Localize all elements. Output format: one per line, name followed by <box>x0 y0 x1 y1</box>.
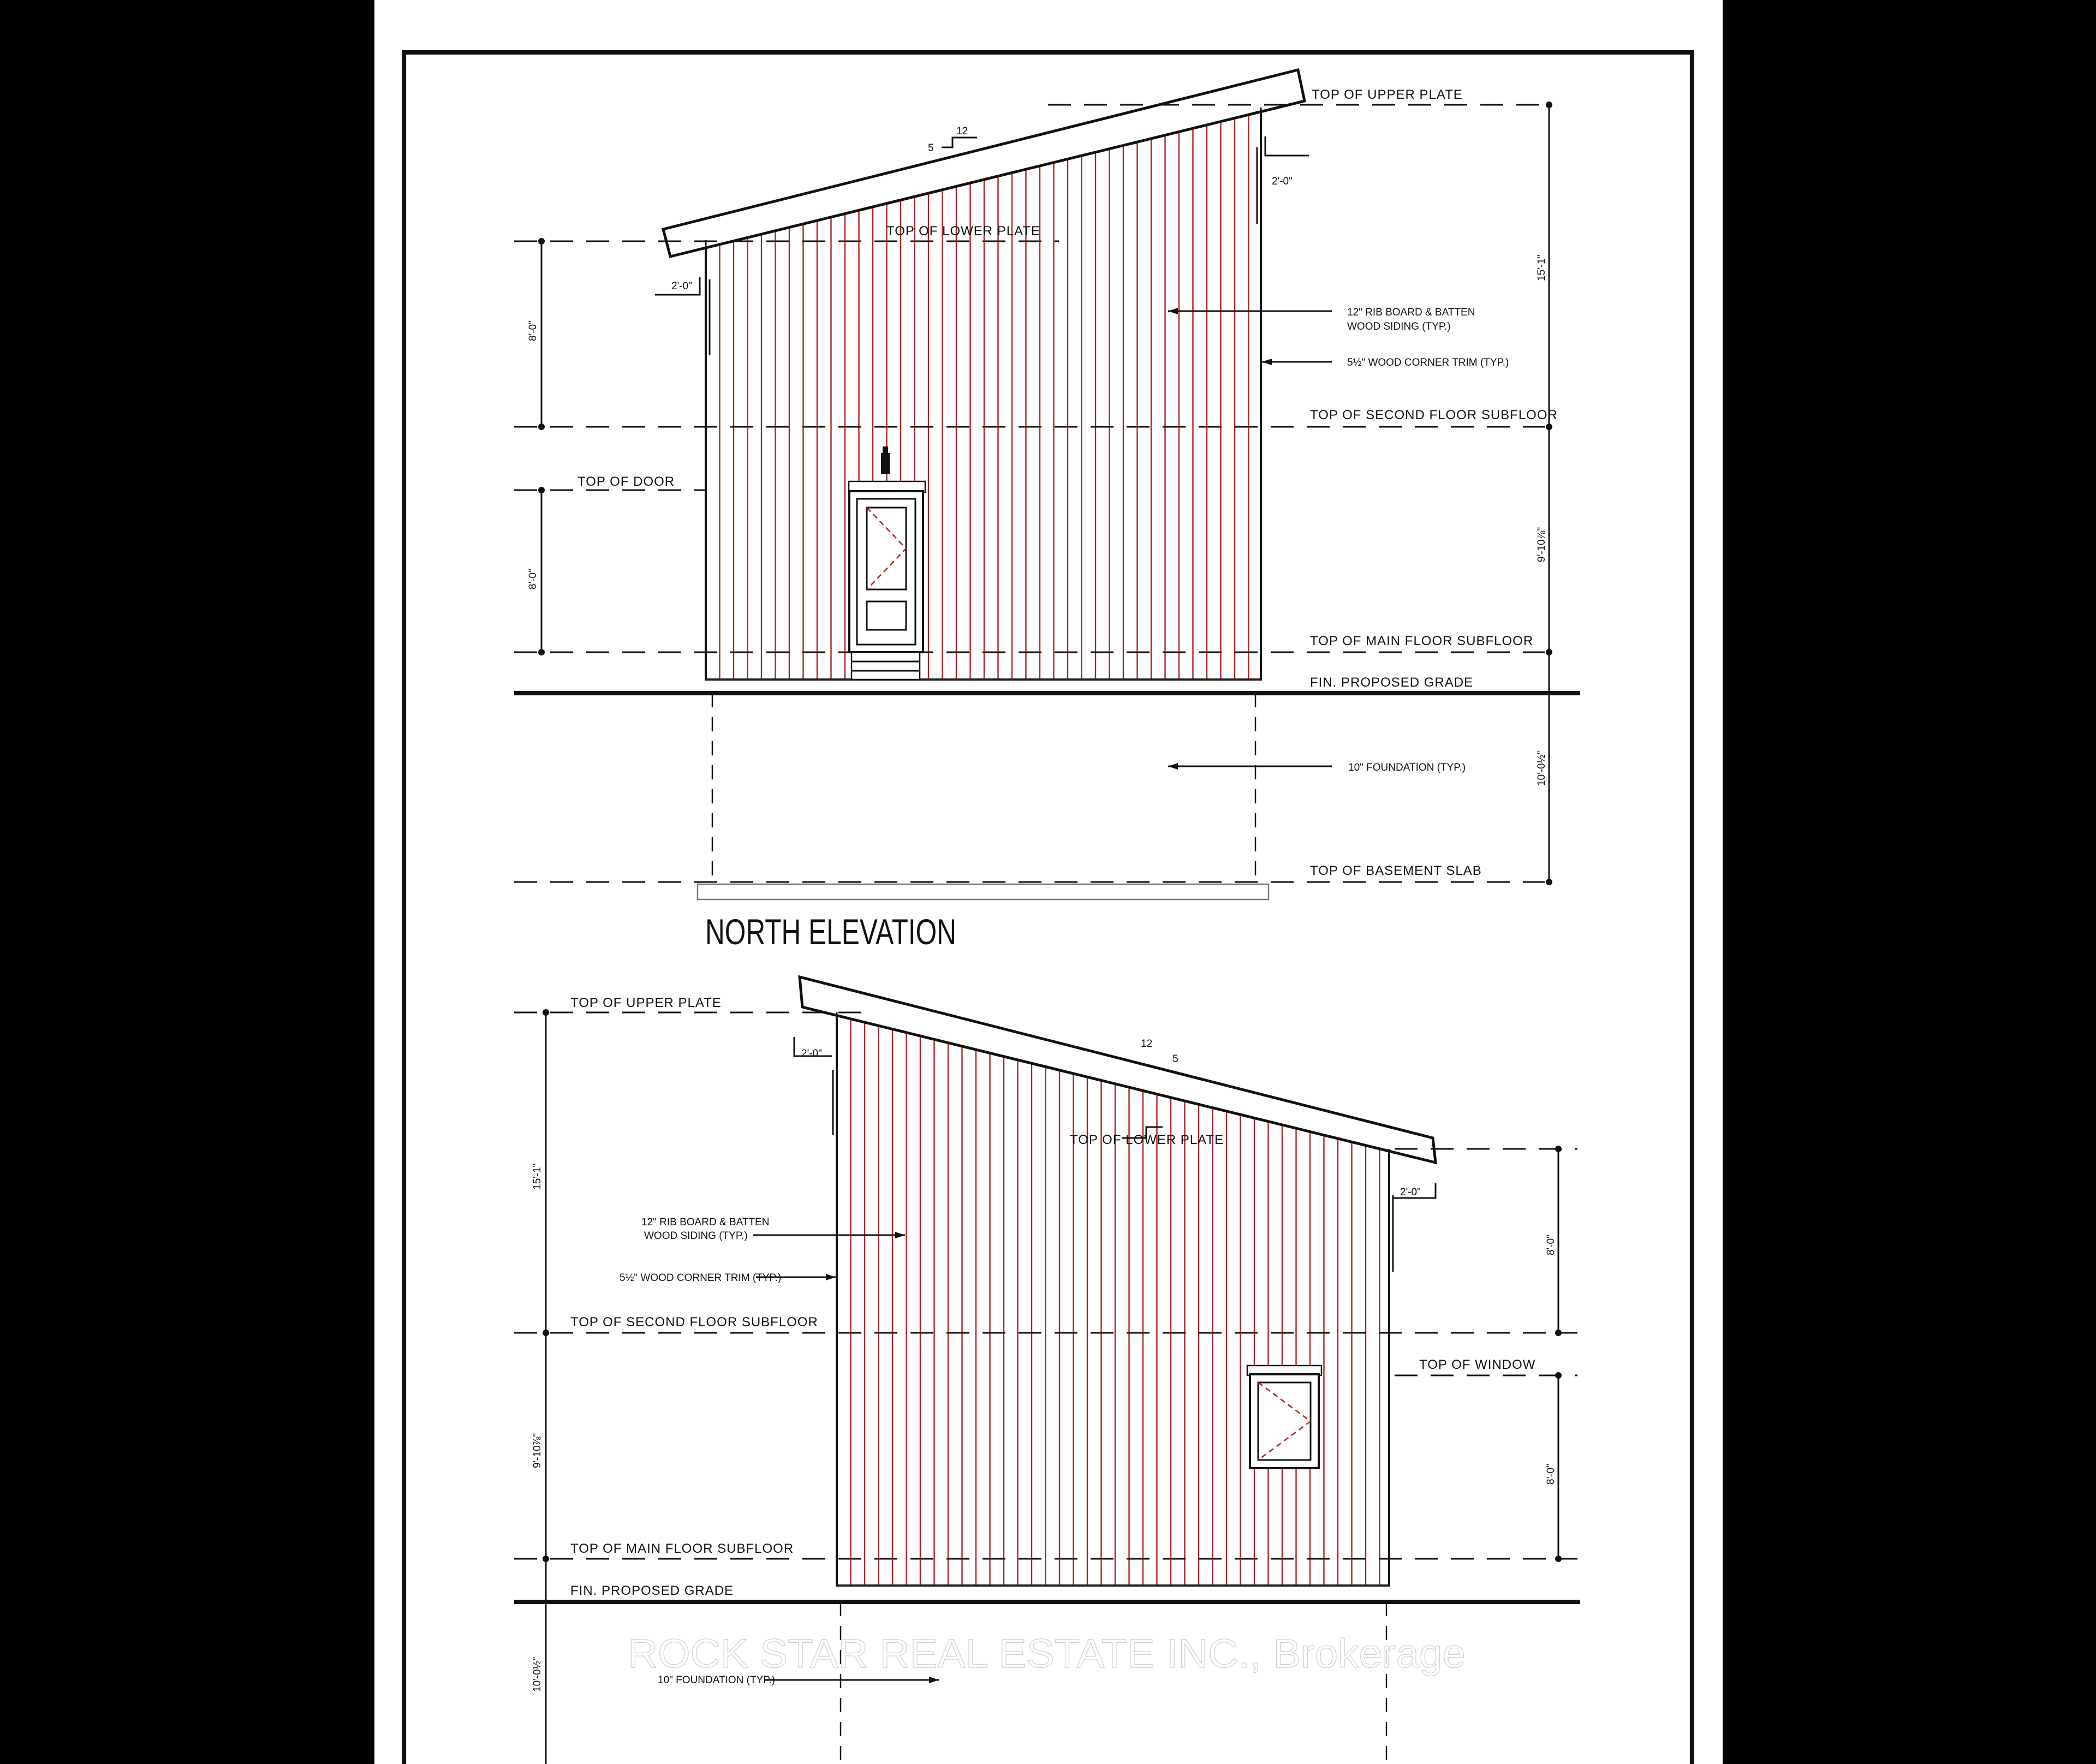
second-label-lower-plate: TOP OF LOWER PLATE <box>1070 1133 1224 1147</box>
north-label-corner-trim: 5½" WOOD CORNER TRIM (TYP.) <box>1347 357 1509 368</box>
north-pitch-run: 12 <box>956 126 968 137</box>
north-label-siding-2: WOOD SIDING (TYP.) <box>1347 321 1451 332</box>
second-dim-window: 8'-0" <box>1545 1464 1557 1485</box>
north-label-lower-plate: TOP OF LOWER PLATE <box>886 224 1041 239</box>
second-pitch-run: 12 <box>1141 1038 1153 1050</box>
north-dim-mid: 9'-10⅞" <box>1536 527 1547 562</box>
second-dim-total: 15'-1" <box>532 1163 543 1190</box>
second-window <box>1247 1366 1321 1468</box>
north-label-grade: FIN. PROPOSED GRADE <box>1310 675 1474 690</box>
second-label-top-of-window: TOP OF WINDOW <box>1419 1357 1536 1372</box>
north-dim-door: 8'-0" <box>527 569 539 589</box>
second-dim-basement: 10'-0½" <box>532 1656 543 1692</box>
second-label-second-floor: TOP OF SECOND FLOOR SUBFLOOR <box>570 1315 818 1330</box>
second-label-foundation: 10" FOUNDATION (TYP.) <box>658 1674 776 1686</box>
second-label-upper-plate: TOP OF UPPER PLATE <box>570 996 722 1010</box>
north-label-top-of-door: TOP OF DOOR <box>577 474 675 489</box>
second-dim-mid: 9'-10⅞" <box>532 1433 543 1468</box>
brokerage-watermark: ROCK STAR REAL ESTATE INC., Brokerage <box>628 1631 1466 1676</box>
second-label-corner-trim: 5½" WOOD CORNER TRIM (TYP.) <box>620 1272 782 1284</box>
north-label-second-floor: TOP OF SECOND FLOOR SUBFLOOR <box>1310 408 1558 422</box>
north-pitch-rise: 5 <box>928 142 934 154</box>
north-label-upper-plate: TOP OF UPPER PLATE <box>1312 87 1463 102</box>
north-label-main-floor: TOP OF MAIN FLOOR SUBFLOOR <box>1310 634 1534 648</box>
north-door <box>849 446 925 680</box>
north-label-basement-slab: TOP OF BASEMENT SLAB <box>1310 863 1482 878</box>
second-overhang-left: 2'-0" <box>801 1048 822 1059</box>
north-label-siding-1: 12" RIB BOARD & BATTEN <box>1347 307 1475 318</box>
second-label-siding-2: WOOD SIDING (TYP.) <box>644 1230 748 1242</box>
second-overhang-right: 2'-0" <box>1400 1187 1421 1198</box>
north-dim-upper-left: 8'-0" <box>527 320 539 341</box>
north-elevation-title: NORTH ELEVATION <box>705 911 956 952</box>
north-dim-basement: 10'-0½" <box>1536 750 1547 786</box>
north-overhang-right: 2'-0" <box>1272 176 1293 187</box>
second-label-grade: FIN. PROPOSED GRADE <box>570 1583 734 1598</box>
north-label-foundation: 10" FOUNDATION (TYP.) <box>1348 762 1466 773</box>
second-label-siding-1: 12" RIB BOARD & BATTEN <box>641 1217 770 1228</box>
north-dim-total: 15'-1" <box>1536 254 1547 281</box>
second-pitch-rise: 5 <box>1172 1053 1178 1065</box>
second-label-main-floor: TOP OF MAIN FLOOR SUBFLOOR <box>570 1541 794 1556</box>
north-overhang-left: 2'-0" <box>671 281 692 292</box>
second-dim-right-upper: 8'-0" <box>1545 1235 1557 1255</box>
